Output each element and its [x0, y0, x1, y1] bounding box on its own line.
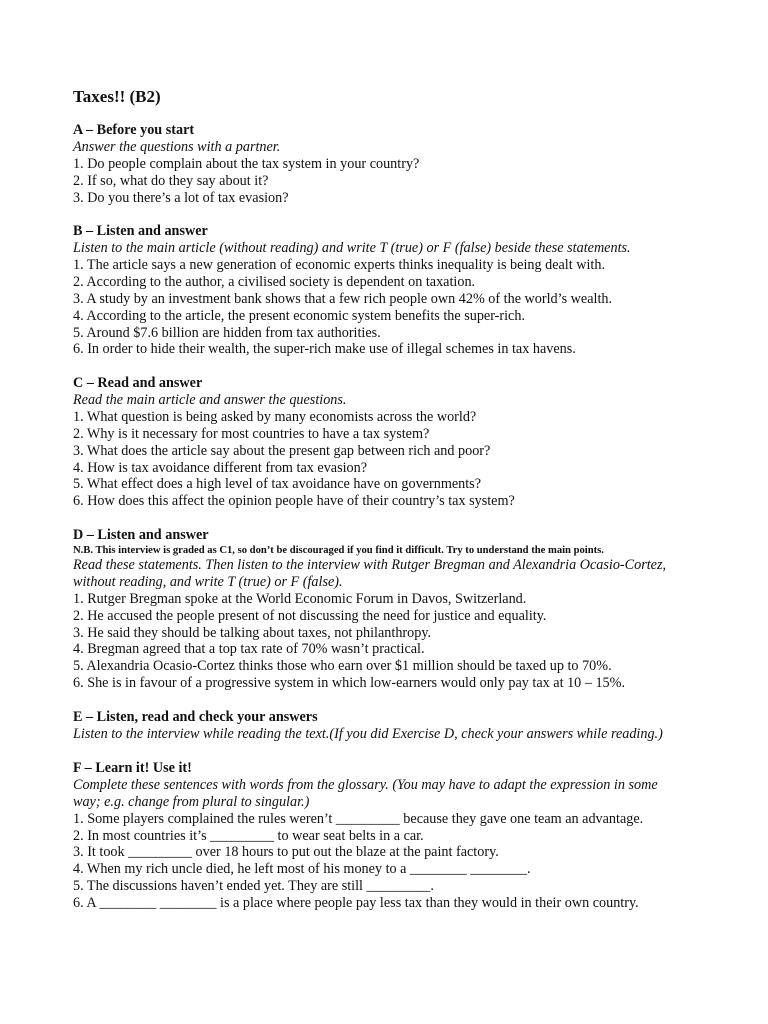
section-a — [73, 122, 688, 206]
list-item: 6. She is in favour of a progressive system in which low-earners would only pay tax at 10 – 15%. — [73, 674, 626, 691]
list-item: 5. Alexandria Ocasio-Cortez thinks those who earn over $1 million should be taxed up to 70%. — [73, 658, 612, 675]
section-instruction: Read these statements. Then listen to the interview with Rutger Bregman and Alexandria Ocasio-Cortez, without reading, and write T (true) or F (false). — [73, 556, 667, 590]
list-item: 1. Rutger Bregman spoke at the World Economic Forum in Davos, Switzerland. — [73, 590, 527, 607]
list-item: 4. According to the article, the present economic system benefits the super-rich. — [73, 307, 525, 324]
list-item: 2. In most countries it’s _________ to wear seat belts in a car. — [73, 827, 424, 844]
section-b — [73, 223, 688, 358]
section-e — [73, 709, 688, 743]
list-item: 4. When my rich uncle died, he left most of his money to a ________ ________. — [73, 861, 531, 878]
section-instruction: Read the main article and answer the questions. — [73, 392, 347, 409]
list-item: 1. Do people complain about the tax system in your country? — [73, 156, 420, 172]
section-instruction: Answer the questions with a partner. — [73, 139, 281, 155]
section-heading: B – Listen and answer — [73, 223, 208, 240]
list-item: 1. What question is being asked by many economists across the world? — [73, 409, 477, 426]
list-item: 2. If so, what do they say about it? — [73, 172, 269, 189]
list-item: 6. How does this affect the opinion people have of their country’s tax system? — [73, 493, 515, 510]
section-heading: C – Read and answer — [73, 375, 203, 392]
section-instruction: Listen to the main article (without reading) and write T (true) or F (false) beside these statements. — [73, 240, 631, 257]
section-instruction: Complete these sentences with words from the glossary. (You may have to adapt the expression in some way; e.g. change from plural to singular.) — [73, 776, 658, 810]
section-heading: F – Learn it! Use it! — [73, 759, 192, 776]
section-heading: D – Listen and answer — [73, 526, 209, 543]
list-item: 1. Some players complained the rules weren’t _________ because they gave one team an advantage. — [73, 810, 644, 827]
worksheet-title: Taxes!! (B2) — [73, 87, 161, 106]
section-d — [73, 527, 688, 692]
section-f — [73, 760, 688, 912]
list-item: 4. Bregman agreed that a top tax rate of 70% wasn’t practical. — [73, 641, 425, 658]
section-heading: E – Listen, read and check your answers — [73, 708, 318, 725]
list-item: 6. In order to hide their wealth, the super-rich make use of illegal schemes in tax havens. — [73, 341, 576, 358]
section-instruction: Listen to the interview while reading the text.(If you did Exercise D, check your answers while reading.) — [73, 725, 663, 742]
list-item: 2. He accused the people present of not discussing the need for justice and equality. — [73, 607, 547, 624]
list-item: 1. The article says a new generation of economic experts thinks inequality is being dealt with. — [73, 257, 606, 274]
section-heading: A – Before you start — [73, 122, 195, 138]
list-item: 3. It took _________ over 18 hours to put out the blaze at the paint factory. — [73, 844, 499, 861]
list-item: 4. How is tax avoidance different from tax evasion? — [73, 459, 368, 476]
list-item: 5. Around $7.6 billion are hidden from tax authorities. — [73, 324, 381, 341]
difficulty-note: N.B. This interview is graded as C1, so don’t be discouraged if you find it difficult. Try to understand the main points. — [73, 544, 604, 556]
list-item: 3. What does the article say about the present gap between rich and poor? — [73, 442, 491, 459]
list-item: 3. Do you there’s a lot of tax evasion? — [73, 189, 289, 206]
list-item: 6. A ________ ________ is a place where people pay less tax than they would in their own country. — [73, 894, 639, 911]
worksheet-page — [73, 86, 688, 929]
list-item: 3. A study by an investment bank shows that a few rich people own 42% of the world’s wealth. — [73, 290, 613, 307]
list-item: 2. According to the author, a civilised society is dependent on taxation. — [73, 274, 476, 291]
list-item: 2. Why is it necessary for most countries to have a tax system? — [73, 425, 430, 442]
list-item: 5. The discussions haven’t ended yet. They are still _________. — [73, 877, 434, 894]
list-item: 3. He said they should be talking about taxes, not philanthropy. — [73, 624, 432, 641]
section-c — [73, 375, 688, 510]
list-item: 5. What effect does a high level of tax avoidance have on governments? — [73, 476, 482, 493]
